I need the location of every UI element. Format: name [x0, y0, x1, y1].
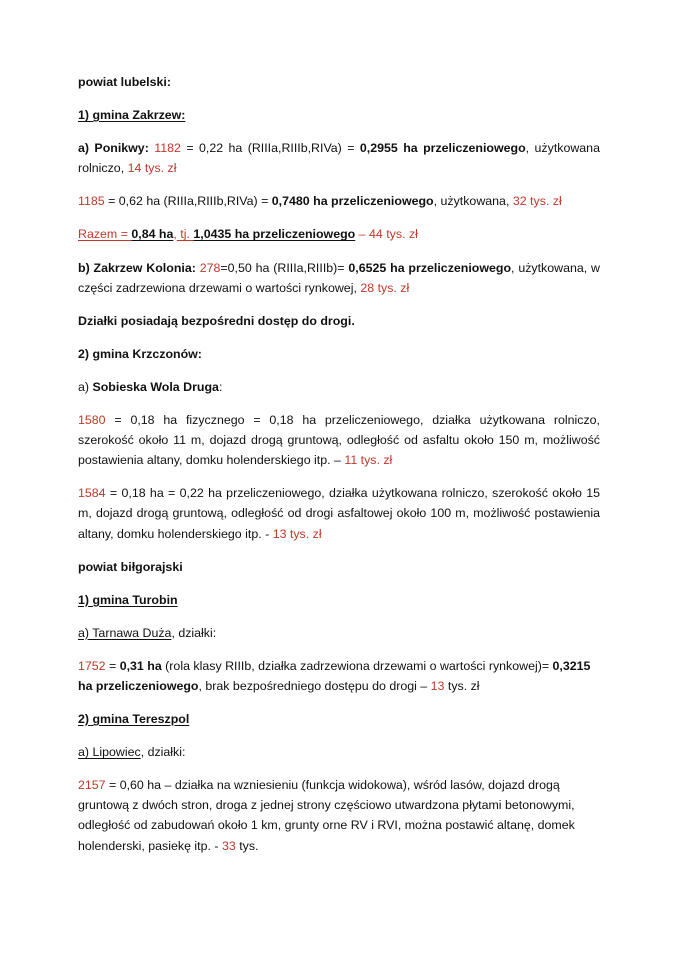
entry-zakrzew-kolonia-rest: , użytkowana, w części zadrzewiona drzewami o wartości rynkowej,: [78, 260, 601, 295]
entry-1185-price: 32 tys. zł: [512, 194, 562, 209]
tarnawa-name: a) Tarnawa Duża: [78, 625, 172, 640]
entry-1580-parcel: 1580: [78, 413, 106, 428]
entry-1185-eq: = 0,62 ha (RIIIa,RIIIb,RIVa) =: [104, 194, 272, 209]
entry-1752-parcel: 1752: [78, 658, 106, 673]
lipowiec-name: a) Lipowiec: [78, 745, 141, 760]
entry-1580-price: 11 tys. zł: [344, 453, 393, 468]
entry-1580: [78, 410, 600, 470]
lipowiec-suffix: , działki:: [140, 745, 186, 760]
entry-razem-price: – 44 tys. zł: [355, 227, 418, 242]
entry-1185-converted: 0,7480 ha przeliczeniowego: [271, 194, 434, 209]
heading-gmina-krzczonow: [78, 344, 600, 364]
heading-gmina-zakrzew: [78, 105, 600, 125]
entry-zakrzew-kolonia-eq: =0,50 ha (RIIIa,RIIIb)=: [220, 260, 349, 275]
heading-powiat-bilgorajski-text: powiat biłgorajski: [78, 559, 183, 574]
note-dostep-do-drogi: [78, 311, 600, 331]
sobieska-suffix: :: [218, 379, 223, 394]
tarnawa-suffix: , działki:: [171, 625, 217, 640]
heading-gmina-tereszpol: [78, 709, 600, 729]
heading-tarnawa-duza: [78, 623, 600, 643]
entry-1584: [78, 483, 600, 543]
entry-zakrzew-kolonia: [78, 258, 600, 298]
heading-sobieska-wola-druga: [78, 377, 600, 397]
entry-1752-price: 13: [430, 678, 445, 693]
heading-gmina-tereszpol-text: 2) gmina Tereszpol: [78, 712, 190, 727]
entry-zakrzew-kolonia-converted: 0,6525 ha przeliczeniowego: [348, 260, 512, 275]
entry-1185: [78, 191, 600, 211]
entry-1752-mid: (rola klasy RIIIb, działka zadrzewiona drzewami o wartości rynkowej)=: [161, 658, 553, 673]
entry-ponikwy-converted: 0,2955 ha przeliczeniowego: [359, 141, 526, 156]
entry-razem-label: Razem =: [78, 227, 132, 242]
heading-lipowiec: [78, 742, 600, 762]
entry-2157-price-unit: tys.: [235, 838, 259, 853]
heading-gmina-turobin: [78, 590, 600, 610]
entry-2157-price: 33: [221, 838, 236, 853]
sobieska-name: Sobieska Wola Druga: [92, 379, 219, 394]
heading-gmina-zakrzew-text: 1) gmina Zakrzew:: [78, 108, 186, 123]
entry-1584-parcel: 1584: [78, 486, 106, 501]
entry-1752-price-unit: tys. zł: [444, 678, 480, 693]
entry-razem-tj: tj.: [176, 227, 194, 242]
entry-ponikwy-eq: = 0,22 ha (RIIIa,RIIIb,RIVa) =: [180, 141, 360, 156]
entry-zakrzew-kolonia-label: b) Zakrzew Kolonia:: [78, 260, 200, 275]
entry-1185-parcel: 1185: [78, 194, 105, 209]
heading-gmina-krzczonow-text: 2) gmina Krzczonów:: [78, 346, 202, 361]
entry-1752-rest: , brak bezpośredniego dostępu do drogi –: [198, 678, 431, 693]
entry-2157-text: = 0,60 ha – działka na wzniesieniu (funkcja widokowa), wśród lasów, dojazd drogą gruntową z dwóch stron, droga z jednej strony częściowo utwardzona płytami betonowymi, odległość od zabudowań około 1 km, grunty orne RV i RVI, można postawić altanę, domek holenderski, pasiekę itp. -: [78, 778, 575, 853]
sobieska-prefix: a): [78, 379, 93, 394]
entry-ponikwy-label: a) Ponikwy:: [78, 141, 149, 156]
entry-1752-converted: 0,3215 ha przeliczeniowego: [78, 658, 591, 693]
heading-powiat-bilgorajski: [78, 557, 600, 577]
entry-razem-converted: 1,0435 ha przeliczeniowego: [193, 227, 356, 242]
heading-gmina-turobin-text: 1) gmina Turobin: [78, 592, 178, 607]
entry-ponikwy: [78, 138, 600, 178]
entry-2157-parcel: 2157: [78, 778, 106, 793]
entry-1752-area: 0,31 ha: [119, 658, 162, 673]
entry-zakrzew-kolonia-parcel: 278: [199, 260, 221, 275]
entry-zakrzew-kolonia-price: 28 tys. zł: [360, 280, 410, 295]
entry-2157: [78, 775, 600, 855]
entry-1752: [78, 656, 600, 696]
entry-ponikwy-price: 14 tys. zł: [127, 161, 177, 176]
entry-1752-eq: =: [105, 658, 120, 673]
entry-razem-area: 0,84 ha: [131, 227, 174, 242]
document-body: [78, 72, 600, 856]
entry-ponikwy-rest: , użytkowana rolniczo,: [78, 141, 600, 176]
entry-1584-text: = 0,18 ha = 0,22 ha przeliczeniowego, działka użytkowana rolniczo, szerokość około 15 m, dojazd drogą gruntową, odległość od drogi asfaltowej około 100 m, możliwość postawienia altany, domku holenderskiego itp. -: [78, 486, 600, 541]
entry-razem: [78, 224, 600, 244]
entry-ponikwy-parcel: 1182: [154, 141, 181, 156]
heading-powiat-lubelski: [78, 72, 600, 92]
entry-1584-price: 13 tys. zł: [272, 526, 322, 541]
note-dostep-do-drogi-text: Działki posiadają bezpośredni dostęp do drogi.: [78, 313, 355, 328]
entry-1580-text: = 0,18 ha fizycznego = 0,18 ha przeliczeniowego, działka użytkowana rolniczo, szerokość około 11 m, dojazd drogą gruntową, odległość od asfaltu około 150 m, możliwość postawienia altany, domku holenderskiego itp. –: [78, 413, 600, 468]
entry-razem-comma: ,: [173, 227, 177, 242]
entry-1185-rest: , użytkowana,: [433, 194, 513, 209]
heading-powiat-lubelski-text: powiat lubelski:: [78, 75, 171, 89]
